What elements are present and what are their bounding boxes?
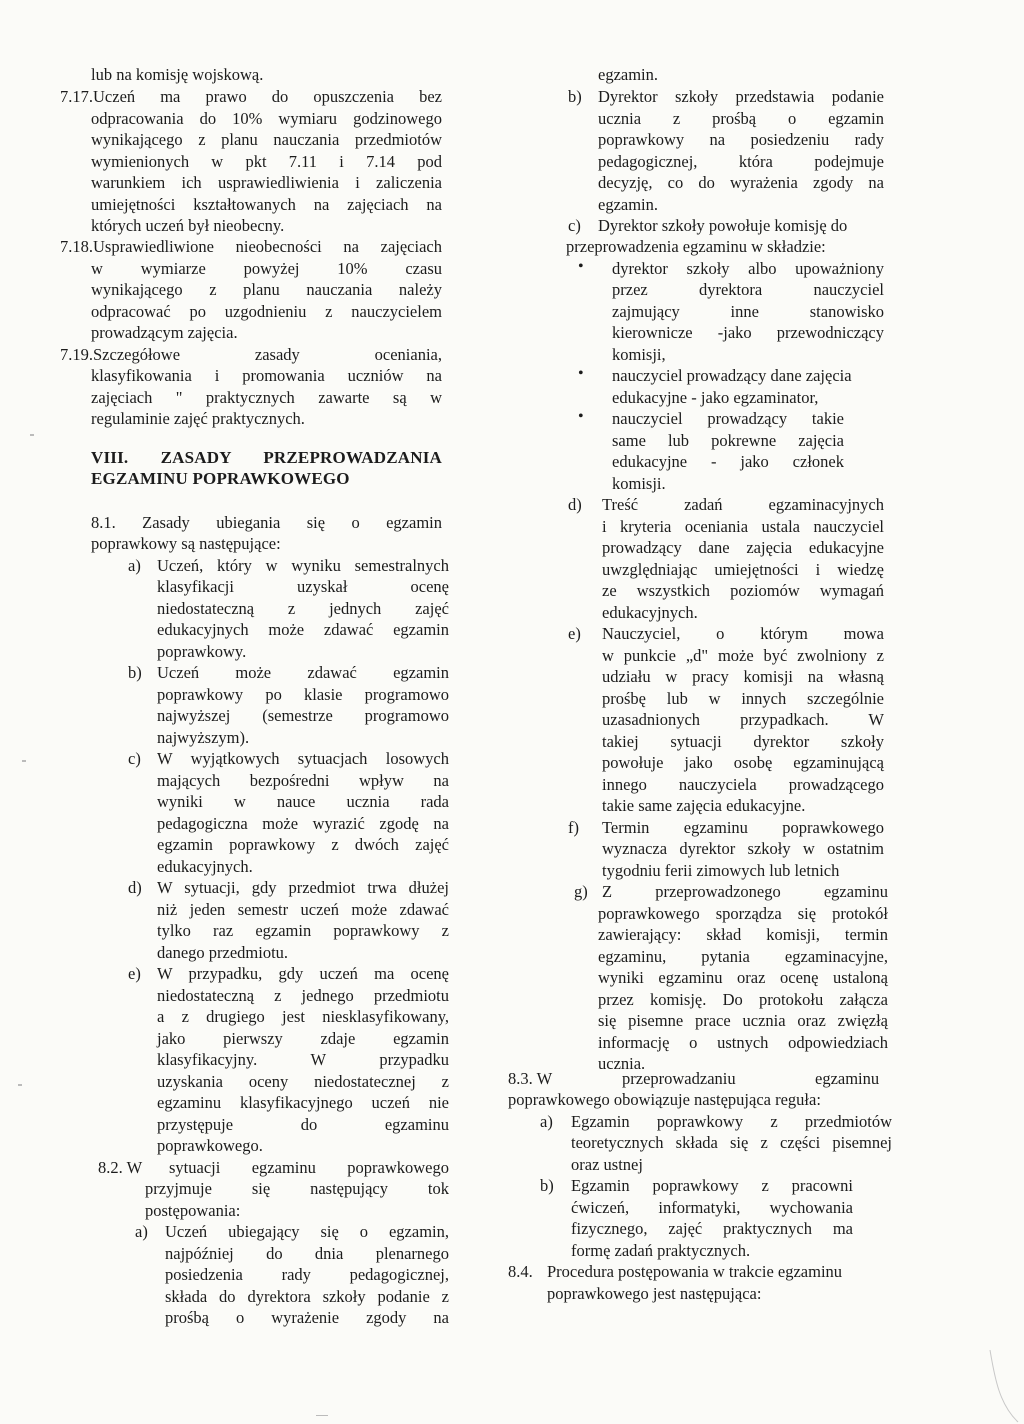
item-label-b: b): [540, 1176, 554, 1195]
page-curl-shadow: [960, 1350, 1020, 1424]
text-line: poprawkowego obowiązuje następująca reguła:: [508, 1090, 821, 1109]
text-line: przystępuje do egzaminu: [157, 1115, 449, 1134]
text-line: uzyskania oceny niedostatecznej z: [157, 1072, 449, 1091]
list-item: Uczeń może zdawać egzamin: [157, 663, 449, 682]
text-line: poprawkowy po klasie programowo: [157, 685, 449, 704]
item-label-a: a): [135, 1222, 148, 1241]
bullet-item: dyrektor szkoły albo upoważniony: [612, 259, 884, 278]
scan-speck: [30, 434, 34, 436]
text-line: fizycznego, zajęć praktycznych ma: [571, 1219, 853, 1238]
text-line: klasyfikowania i promowania uczniów na: [91, 366, 442, 385]
bullet-icon: •: [578, 258, 584, 275]
text-line: prośbą o wyrażenie zgody na: [165, 1308, 449, 1327]
list-item: W przypadku, gdy uczeń ma ocenę: [157, 964, 449, 983]
text-line: a z drugiego jest niesklasyfikowany,: [157, 1007, 449, 1026]
text-line: najwyższym).: [157, 728, 250, 747]
text-line: oraz ustnej: [571, 1155, 643, 1174]
section-number-8-2: 8.2. W: [98, 1158, 143, 1177]
text-line: poprawkowego sporządza się protokół: [598, 904, 888, 923]
paragraph-7-19: 7.19.Szczegółowe zasady oceniania,: [60, 345, 442, 364]
paragraph-8-2: sytuacji egzaminu poprawkowego: [169, 1158, 449, 1177]
list-item: Egzamin poprawkowy z przedmiotów: [571, 1112, 892, 1131]
text-line: powołuje jako osobę egzaminującą: [602, 753, 884, 772]
paragraph-7-17: 7.17.Uczeń ma prawo do opuszczenia bez: [60, 87, 442, 106]
text-line: poprawkowego jest następująca:: [547, 1284, 762, 1303]
scan-speck: [18, 1084, 22, 1086]
text-line: składa do dyrektora szkoły podanie z: [165, 1287, 449, 1306]
text-line: egzamin poprawkowy z dwóch zajęć: [157, 835, 449, 854]
text-line: niedostateczną z jednych zajęć: [157, 599, 449, 618]
text-line: wyniki w nauce ucznia rada: [157, 792, 449, 811]
text-line: edukacyjnych.: [602, 603, 698, 622]
text-line: w punkcie „d" może być zwolniony z: [602, 646, 884, 665]
text-line: egzaminu, pytania egzaminacyjne,: [598, 947, 888, 966]
paragraph-7-18: 7.18.Usprawiedliwione nieobecności na zajęciach: [60, 237, 442, 256]
text-line: regulaminie zajęć praktycznych.: [91, 409, 305, 428]
scan-speck: [316, 1415, 328, 1416]
text-line: takie same zajęcia edukacyjne.: [602, 796, 806, 815]
text-line: egzaminu: [815, 1069, 880, 1088]
text-line: przez dyrektora nauczyciel: [612, 280, 884, 299]
text-line: najpóźniej do dnia plenarnego: [165, 1244, 449, 1263]
text-line: przez komisję. Do protokołu załącza: [598, 990, 888, 1009]
text-line: prowadzącym zajęcia.: [91, 323, 238, 342]
text-line: same lub pokrewne zajęcia: [612, 431, 844, 450]
section-heading-line-2: EGZAMINU POPRAWKOWEGO: [91, 469, 350, 488]
text-line: egzaminu klasyfikacyjnego uczeń nie: [157, 1093, 449, 1112]
text-line: warunkiem ich usprawiedliwienia i zaliczenia: [91, 173, 442, 192]
text-line: przeprowadzaniu: [622, 1069, 736, 1088]
text-line: umiejętności kształtowanych na zajęciach na: [91, 195, 442, 214]
scan-speck: [22, 760, 26, 762]
list-item: Uczeń ubiegający się o egzamin,: [165, 1222, 449, 1241]
text-line: danego przedmiotu.: [157, 943, 289, 962]
text-line: niż jeden semestr uczeń może zdawać: [157, 900, 449, 919]
list-item: Dyrektor szkoły przedstawia podanie: [598, 87, 884, 106]
item-label-d: d): [568, 495, 582, 514]
text-line: prośbę lub w innych szczególnie: [602, 689, 884, 708]
text-line: edukacyjnych.: [157, 857, 253, 876]
text-line: formę zadań praktycznych.: [571, 1241, 751, 1260]
text-line: jako pierwszy zdaje egzamin: [157, 1029, 449, 1048]
item-label-d: d): [128, 878, 142, 897]
item-label-e: e): [128, 964, 141, 983]
text-line: których uczeń był nieobecny.: [91, 216, 285, 235]
text-line: ćwiczeń, informatyki, wychowania: [571, 1198, 853, 1217]
item-label-c: c): [128, 749, 141, 768]
list-item: W sytuacji, gdy przedmiot trwa dłużej: [157, 878, 449, 897]
list-item: Termin egzaminu poprawkowego: [602, 818, 884, 837]
text-line: tygodniu ferii zimowych lub letnich: [602, 861, 840, 880]
text-line: posiedzenia rady pedagogicznej,: [165, 1265, 449, 1284]
text-line: odpracowania do 10% wymiaru godzinowego: [91, 109, 442, 128]
section-number-8-3: 8.3. W: [508, 1069, 553, 1088]
text-line: zajęciach " praktycznych zawarte są w: [91, 388, 442, 407]
text-line: najwyższej (semestrze programowo: [157, 706, 449, 725]
text-line: w wymiarze powyżej 10% czasu: [91, 259, 442, 278]
text-line: wyniki egzaminu oraz ocenę ustaloną: [598, 968, 888, 987]
text-line: się pisemne prace ucznia oraz zwięzłą: [598, 1011, 888, 1030]
list-item: Uczeń, który w wyniku semestralnych: [157, 556, 449, 575]
text-line: poprawkowego.: [157, 1136, 263, 1155]
text-line: odpracować po uzgodnieniu z nauczycielem: [91, 302, 442, 321]
text-line: klasyfikacyjny. W przypadku: [157, 1050, 449, 1069]
text-line: pedagogicznej, która podejmuje: [598, 152, 884, 171]
item-label-a: a): [540, 1112, 553, 1131]
text-line: udziału w pracy komisji na własną: [602, 667, 884, 686]
text-line: komisji.: [612, 474, 666, 493]
text-line: zawierający: skład komisji, termin: [598, 925, 888, 944]
text-line: edukacyjne - jako członek: [612, 452, 844, 471]
text-line: ze wszystkich poziomów wymagań: [602, 581, 884, 600]
text-line: informację o ustnych odpowiedziach: [598, 1033, 888, 1052]
bullet-item: nauczyciel prowadzący dane zajęcia: [612, 366, 852, 385]
text-line: egzamin.: [598, 65, 659, 84]
list-item: W wyjątkowych sytuacjach losowych: [157, 749, 449, 768]
text-line: przyjmuje się następujący tok: [145, 1179, 449, 1198]
section-number-8-4: 8.4.: [508, 1262, 533, 1281]
text-line: tylko raz egzamin poprawkowy z: [157, 921, 449, 940]
section-heading: VIII. ZASADY PRZEPROWADZANIA: [91, 448, 442, 467]
text-line: uzasadnionych przypadkach. W: [602, 710, 884, 729]
text-line: takiej sytuacji dyrektor szkoły: [602, 732, 884, 751]
list-item: Egzamin poprawkowy z pracowni: [571, 1176, 853, 1195]
text-line: mających bezpośredni wpływ na: [157, 771, 449, 790]
text-line: innego nauczyciela prowadzącego: [602, 775, 884, 794]
item-label-c: c): [568, 216, 581, 235]
text-line: pedagogiczna może wyrazić zgodę na: [157, 814, 449, 833]
text-line: egzamin.: [598, 195, 659, 214]
text-line: niedostateczną z jednego przedmiotu: [157, 986, 449, 1005]
text-line: prowadzący dane zajęcia edukacyjne: [602, 538, 884, 557]
text-line: lub na komisję wojskową.: [91, 65, 264, 84]
text-line: i kryteria oceniania ustala nauczyciel: [602, 517, 884, 536]
item-label-a: a): [128, 556, 141, 575]
text-line: poprawkowy są następujące:: [91, 534, 281, 553]
list-item: Nauczyciel, o którym mowa: [602, 624, 884, 643]
text-line: decyzję, co do wyrażenia zgody na: [598, 173, 884, 192]
text-line: kierownicze -jako przewodniczący: [612, 323, 884, 342]
item-label-g: g): [574, 882, 588, 901]
text-line: poprawkowy.: [157, 642, 247, 661]
text-line: edukacyjnych może zdawać egzamin: [157, 620, 449, 639]
text-line: wyznacza dyrektor szkoły w ostatnim: [602, 839, 884, 858]
item-label-e: e): [568, 624, 581, 643]
text-line: postępowania:: [145, 1201, 241, 1220]
paragraph-8-1: 8.1. Zasady ubiegania się o egzamin: [91, 513, 442, 532]
item-label-f: f): [568, 818, 579, 837]
list-item: Treść zadań egzaminacyjnych: [602, 495, 884, 514]
list-item: Z przeprowadzonego egzaminu: [602, 882, 888, 901]
text-line: wymienionych w pkt 7.11 i 7.14 pod: [91, 152, 442, 171]
text-line: ucznia.: [598, 1054, 646, 1073]
text-line: uwzględniając umiejętności i wiedzę: [602, 560, 884, 579]
text-line: ucznia z prośbą o egzamin: [598, 109, 884, 128]
text-line: komisji,: [612, 345, 666, 364]
list-item: Dyrektor szkoły powołuje komisję do: [598, 216, 848, 235]
text-line: wynikającego z planu nauczania przedmiotów: [91, 130, 442, 149]
bullet-icon: •: [578, 408, 584, 425]
item-label-b: b): [128, 663, 142, 682]
item-label-b: b): [568, 87, 582, 106]
paragraph-8-4: Procedura postępowania w trakcie egzaminu: [547, 1262, 843, 1281]
text-line: zajmujący inne stanowisko: [612, 302, 884, 321]
text-line: teoretycznych składa się z części pisemnej: [571, 1133, 892, 1152]
text-line: edukacyjne - jako egzaminator,: [612, 388, 819, 407]
bullet-item: nauczyciel prowadzący takie: [612, 409, 844, 428]
bullet-icon: •: [578, 365, 584, 382]
text-line: wynikającego z planu nauczania należy: [91, 280, 442, 299]
text-line: przeprowadzenia egzaminu w składzie:: [566, 237, 826, 256]
text-line: klasyfikacji uzyskał ocenę: [157, 577, 449, 596]
text-line: poprawkowy na posiedzeniu rady: [598, 130, 884, 149]
